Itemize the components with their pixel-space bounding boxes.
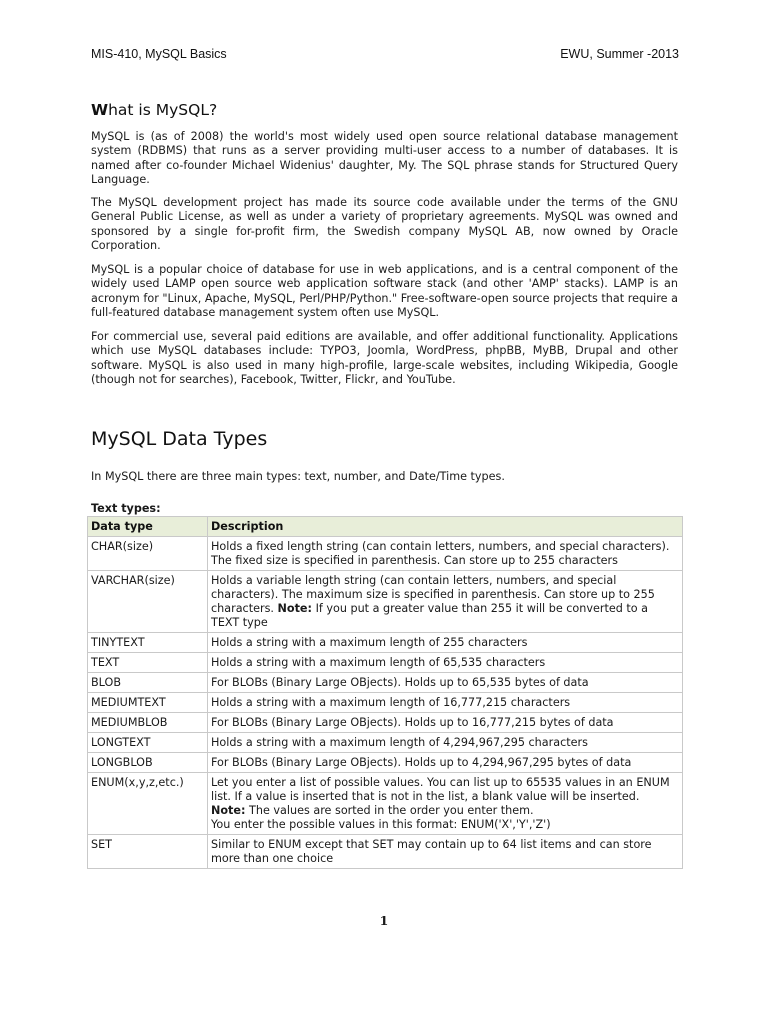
cell-description: Holds a fixed length string (can contain letters, numbers, and special characters). The fixed size is specified in parenthesis. Can store up to 255 characters xyxy=(208,537,683,571)
table-row xyxy=(88,673,683,693)
header-description: Description xyxy=(208,517,683,537)
header-term: EWU, Summer -2013 xyxy=(560,47,679,61)
table-row xyxy=(88,773,683,835)
cell-description: Let you enter a list of possible values. You can list up to 65535 values in an ENUM list. If a value is inserted that is not in the list, a blank value will be inserted. Note: The values are sorted in the order you enter them. You enter the possible values in this format: ENUM('X','Y','Z') xyxy=(208,773,683,835)
cell-description: Similar to ENUM except that SET may contain up to 64 list items and can store more than one choice xyxy=(208,835,683,869)
table-header-row xyxy=(88,517,683,537)
table-row xyxy=(88,653,683,673)
cell-type: LONGTEXT xyxy=(88,733,208,753)
table-row xyxy=(88,753,683,773)
cell-description: For BLOBs (Binary Large OBjects). Holds up to 4,294,967,295 bytes of data xyxy=(208,753,683,773)
cell-type: BLOB xyxy=(88,673,208,693)
cell-type: TINYTEXT xyxy=(88,633,208,653)
cell-type: SET xyxy=(88,835,208,869)
table-row xyxy=(88,713,683,733)
table-row xyxy=(88,835,683,869)
cell-type: CHAR(size) xyxy=(88,537,208,571)
cell-description: Holds a string with a maximum length of 65,535 characters xyxy=(208,653,683,673)
cell-type: MEDIUMTEXT xyxy=(88,693,208,713)
table-row xyxy=(88,693,683,713)
page-number: 1 xyxy=(379,913,389,928)
cell-description: For BLOBs (Binary Large OBjects). Holds up to 65,535 bytes of data xyxy=(208,673,683,693)
cell-description: For BLOBs (Binary Large OBjects). Holds up to 16,777,215 bytes of data xyxy=(208,713,683,733)
header-data-type: Data type xyxy=(88,517,208,537)
table-row xyxy=(88,537,683,571)
cell-description: Holds a variable length string (can contain letters, numbers, and special characters). The maximum size is specified in parenthesis. Can store up to 255 characters. Note: If you put a greater value than 255 it will be converted to a TEXT type xyxy=(208,571,683,633)
cell-description: Holds a string with a maximum length of 4,294,967,295 characters xyxy=(208,733,683,753)
cell-type: MEDIUMBLOB xyxy=(88,713,208,733)
cell-type: LONGBLOB xyxy=(88,753,208,773)
cell-description: Holds a string with a maximum length of 16,777,215 characters xyxy=(208,693,683,713)
paragraph-3: MySQL is a popular choice of database for use in web applications, and is a central component of the widely used LAMP open source web application software stack (and other 'AMP' stacks). LAMP is an acronym for "Linux, Apache, MySQL, Perl/PHP/Python." Free-software-open source projects that require a full-featured database management system often use MySQL. xyxy=(91,263,678,320)
cell-type: ENUM(x,y,z,etc.) xyxy=(88,773,208,835)
section-title-data-types: MySQL Data Types xyxy=(91,428,268,450)
paragraph-4: For commercial use, several paid editions are available, and offer additional functionality. Applications which use MySQL databases include: TYPO3, Joomla, WordPress, phpBB, MyBB, Drupal and other software. MySQL is also used in many high-profile, large-scale websites, including Wikipedia, Google (though not for searches), Facebook, Twitter, Flickr, and YouTube. xyxy=(91,330,678,387)
header-course-title: MIS-410, MySQL Basics xyxy=(91,47,227,61)
text-types-table xyxy=(87,516,683,869)
table-row xyxy=(88,633,683,653)
paragraph-1: MySQL is (as of 2008) the world's most widely used open source relational database management system (RDBMS) that runs as a server providing multi-user access to a number of databases. It is named after co-founder Michael Widenius' daughter, My. The SQL phrase stands for Structured Query Language. xyxy=(91,130,678,187)
table-row xyxy=(88,571,683,633)
table-row xyxy=(88,733,683,753)
paragraph-2: The MySQL development project has made its source code available under the terms of the GNU General Public License, as well as under a variety of proprietary agreements. MySQL was owned and sponsored by a single for-profit firm, the Swedish company MySQL AB, now owned by Oracle Corporation. xyxy=(91,196,678,253)
cell-description: Holds a string with a maximum length of 255 characters xyxy=(208,633,683,653)
data-types-intro: In MySQL there are three main types: text, number, and Date/Time types. xyxy=(91,470,505,483)
section-title-what-is-mysql: What is MySQL? xyxy=(91,101,218,119)
cell-type: TEXT xyxy=(88,653,208,673)
text-types-label: Text types: xyxy=(91,502,161,515)
cell-type: VARCHAR(size) xyxy=(88,571,208,633)
